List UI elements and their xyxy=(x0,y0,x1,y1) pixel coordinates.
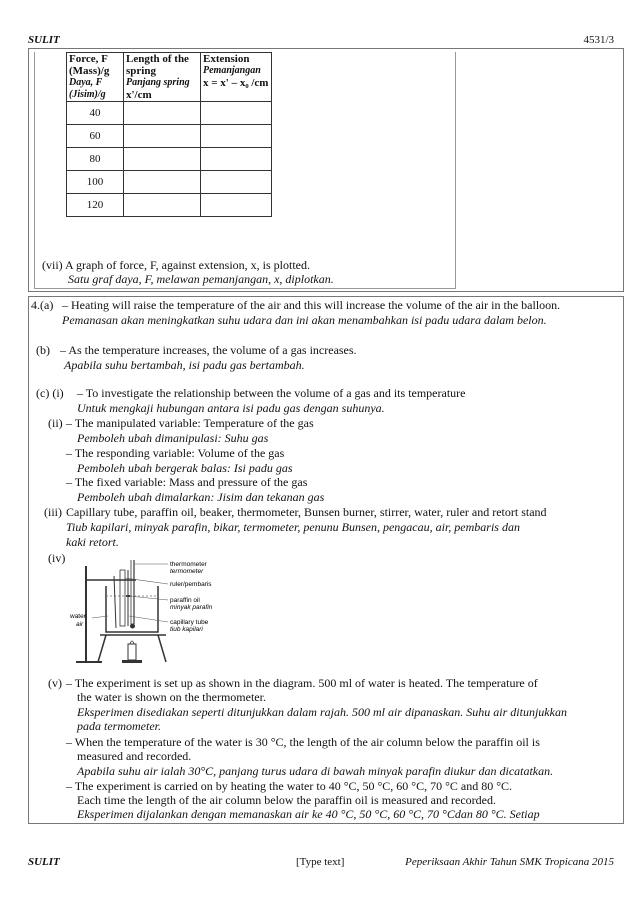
q4c-iii-ms2: kaki retort. xyxy=(66,535,119,549)
col-length-header xyxy=(124,53,201,102)
col-extension-formula: x = x' – x₀ /cm xyxy=(203,77,269,89)
q4c-iii-en: Capillary tube, paraffin oil, beaker, thermometer, Bunsen burner, stirrer, water, ruler and retort stand xyxy=(66,505,547,519)
force-cell: 40 xyxy=(67,102,124,125)
q4c-v-1-en1: – The experiment is set up as shown in the diagram. 500 ml of water is heated. The temperature of xyxy=(66,676,538,690)
q4b-number: (b) xyxy=(36,343,50,357)
q4c-v-2-en1: – When the temperature of the water is 30 °C, the length of the air column below the paraffin oil is xyxy=(66,735,540,749)
q4c-iv-number: (iv) xyxy=(48,551,66,565)
q4b-ms: Apabila suhu bertambah, isi padu gas bertambah. xyxy=(64,358,305,372)
q4c-v-number: (v) xyxy=(48,676,62,690)
tripod-leg xyxy=(158,635,166,662)
col-length-unit: x'/cm xyxy=(126,89,152,101)
extension-cell[interactable] xyxy=(201,102,272,125)
table-row xyxy=(67,171,272,194)
item-vii-en: (vii) A graph of force, F, against extension, x, is plotted. xyxy=(42,258,310,272)
label-ruler: ruler/pembaris xyxy=(170,581,212,588)
stirrer-shape xyxy=(114,576,116,628)
extension-cell[interactable] xyxy=(201,148,272,171)
q4c-i-ms: Untuk mengkaji hubungan antara isi padu gas dengan suhunya. xyxy=(77,401,385,415)
table-row xyxy=(67,194,272,217)
col-force-en: Force, F (Mass)/g xyxy=(69,53,110,77)
q4a-en: – Heating will raise the temperature of the air and this will increase the volume of the air in the balloon. xyxy=(62,298,561,312)
q4c-ii-responding-ms: Pemboleh ubah bergerak balas: Isi padu gas xyxy=(77,461,293,475)
extension-cell[interactable] xyxy=(201,194,272,217)
table-row xyxy=(67,148,272,171)
force-cell: 100 xyxy=(67,171,124,194)
extension-cell[interactable] xyxy=(201,125,272,148)
footer-sulit: SULIT xyxy=(28,856,60,868)
length-cell[interactable] xyxy=(124,171,201,194)
q4c-iii-ms1: Tiub kapilari, minyak parafin, bikar, termometer, penunu Bunsen, pengacau, air, pembaris dan xyxy=(66,520,520,534)
force-cell: 120 xyxy=(67,194,124,217)
q4c-v-3-en2: Each time the length of the air column below the paraffin oil is measured and recorded. xyxy=(77,793,496,807)
q4c-v-1-en2: the water is shown on the thermometer. xyxy=(77,690,266,704)
col-length-ms: Panjang spring xyxy=(126,77,190,88)
q4a-ms: Pemanasan akan meningkatkan suhu udara dan ini akan menambahkan isi padu udara dalam belon. xyxy=(62,313,547,327)
length-cell[interactable] xyxy=(124,125,201,148)
bunsen-burner xyxy=(128,644,136,660)
q4c-i-en: – To investigate the relationship between the volume of a gas and its temperature xyxy=(77,386,466,400)
footer-exam-title: Peperiksaan Akhir Tahun SMK Tropicana 2015 xyxy=(405,856,614,868)
q4c-ii-manipulated-en: – The manipulated variable: Temperature of the gas xyxy=(66,416,314,430)
ruler-shape xyxy=(120,570,125,626)
label-capillary-tube: capillary tube xyxy=(170,619,209,626)
q4c-ii-manipulated-ms: Pemboleh ubah dimanipulasi: Suhu gas xyxy=(77,431,269,445)
label-tiub-kapilari: tiub kapilari xyxy=(170,626,203,633)
length-cell[interactable] xyxy=(124,148,201,171)
q4c-ii-fixed-ms: Pemboleh ubah dimalarkan: Jisim dan tekanan gas xyxy=(77,490,325,504)
col-extension-ms: Pemanjangan xyxy=(203,65,261,76)
tripod-leg xyxy=(98,635,106,662)
col-extension-en: Extension xyxy=(203,53,250,65)
table-row xyxy=(67,102,272,125)
q4c-v-1-ms2: pada termometer. xyxy=(77,719,161,733)
q4c-v-2-ms: Apabila suhu air ialah 30°C, panjang turus udara di bawah minyak parafin diukur dan dicatatkan. xyxy=(77,764,554,778)
table-header-row xyxy=(67,53,272,102)
header-code: 4531/3 xyxy=(583,34,614,46)
q4c-v-3-ms: Eksperimen dijalankan dengan memanaskan air ke 40 °C, 50 °C, 60 °C, 70 °Cdan 80 °C. Setiap xyxy=(77,807,540,821)
item-vii xyxy=(42,258,334,286)
footer-type-text: [Type text] xyxy=(296,856,345,868)
q4c-iii-number: (iii) xyxy=(44,505,62,519)
col-force-ms: Daya, F (Jisim)/g xyxy=(69,77,106,100)
q4c-ii-fixed-en: – The fixed variable: Mass and pressure of the gas xyxy=(66,475,308,489)
q4c-ii-number: (ii) xyxy=(48,416,63,430)
table-row xyxy=(67,125,272,148)
label-air: air xyxy=(76,621,84,628)
apparatus-diagram xyxy=(72,556,272,668)
force-cell: 80 xyxy=(67,148,124,171)
header-sulit: SULIT xyxy=(28,34,60,46)
length-cell[interactable] xyxy=(124,194,201,217)
col-extension-header xyxy=(201,53,272,102)
label-water: water xyxy=(70,613,86,620)
item-vii-ms: Satu graf daya, F, melawan pemanjangan, x, diplotkan. xyxy=(68,272,334,286)
extension-cell[interactable] xyxy=(201,171,272,194)
force-cell: 60 xyxy=(67,125,124,148)
q4c-v-2-en2: measured and recorded. xyxy=(77,749,192,763)
q4c-v-3-en1: – The experiment is carried on by heating the water to 40 °C, 50 °C, 60 °C, 70 °C and 80 °C. xyxy=(66,779,513,793)
q4c-ii-responding-en: – The responding variable: Volume of the gas xyxy=(66,446,285,460)
label-minyak-parafin: minyak parafin xyxy=(170,604,213,611)
q4c-v-1-ms1: Eksperimen disediakan seperti ditunjukkan dalam rajah. 500 ml air dipanaskan. Suhu air ditunjukkan xyxy=(77,705,567,719)
data-table xyxy=(66,52,272,217)
col-length-en: Length of the spring xyxy=(126,53,189,77)
label-termometer: termometer xyxy=(170,568,204,575)
q4b-en: – As the temperature increases, the volume of a gas increases. xyxy=(60,343,357,357)
length-cell[interactable] xyxy=(124,102,201,125)
q4c-number: (c) (i) xyxy=(36,386,64,400)
q4a-number: 4.(a) xyxy=(31,298,54,312)
col-force-header xyxy=(67,53,124,102)
label-thermometer: thermometer xyxy=(170,561,207,568)
label-paraffin-oil: paraffin oil xyxy=(170,597,200,604)
